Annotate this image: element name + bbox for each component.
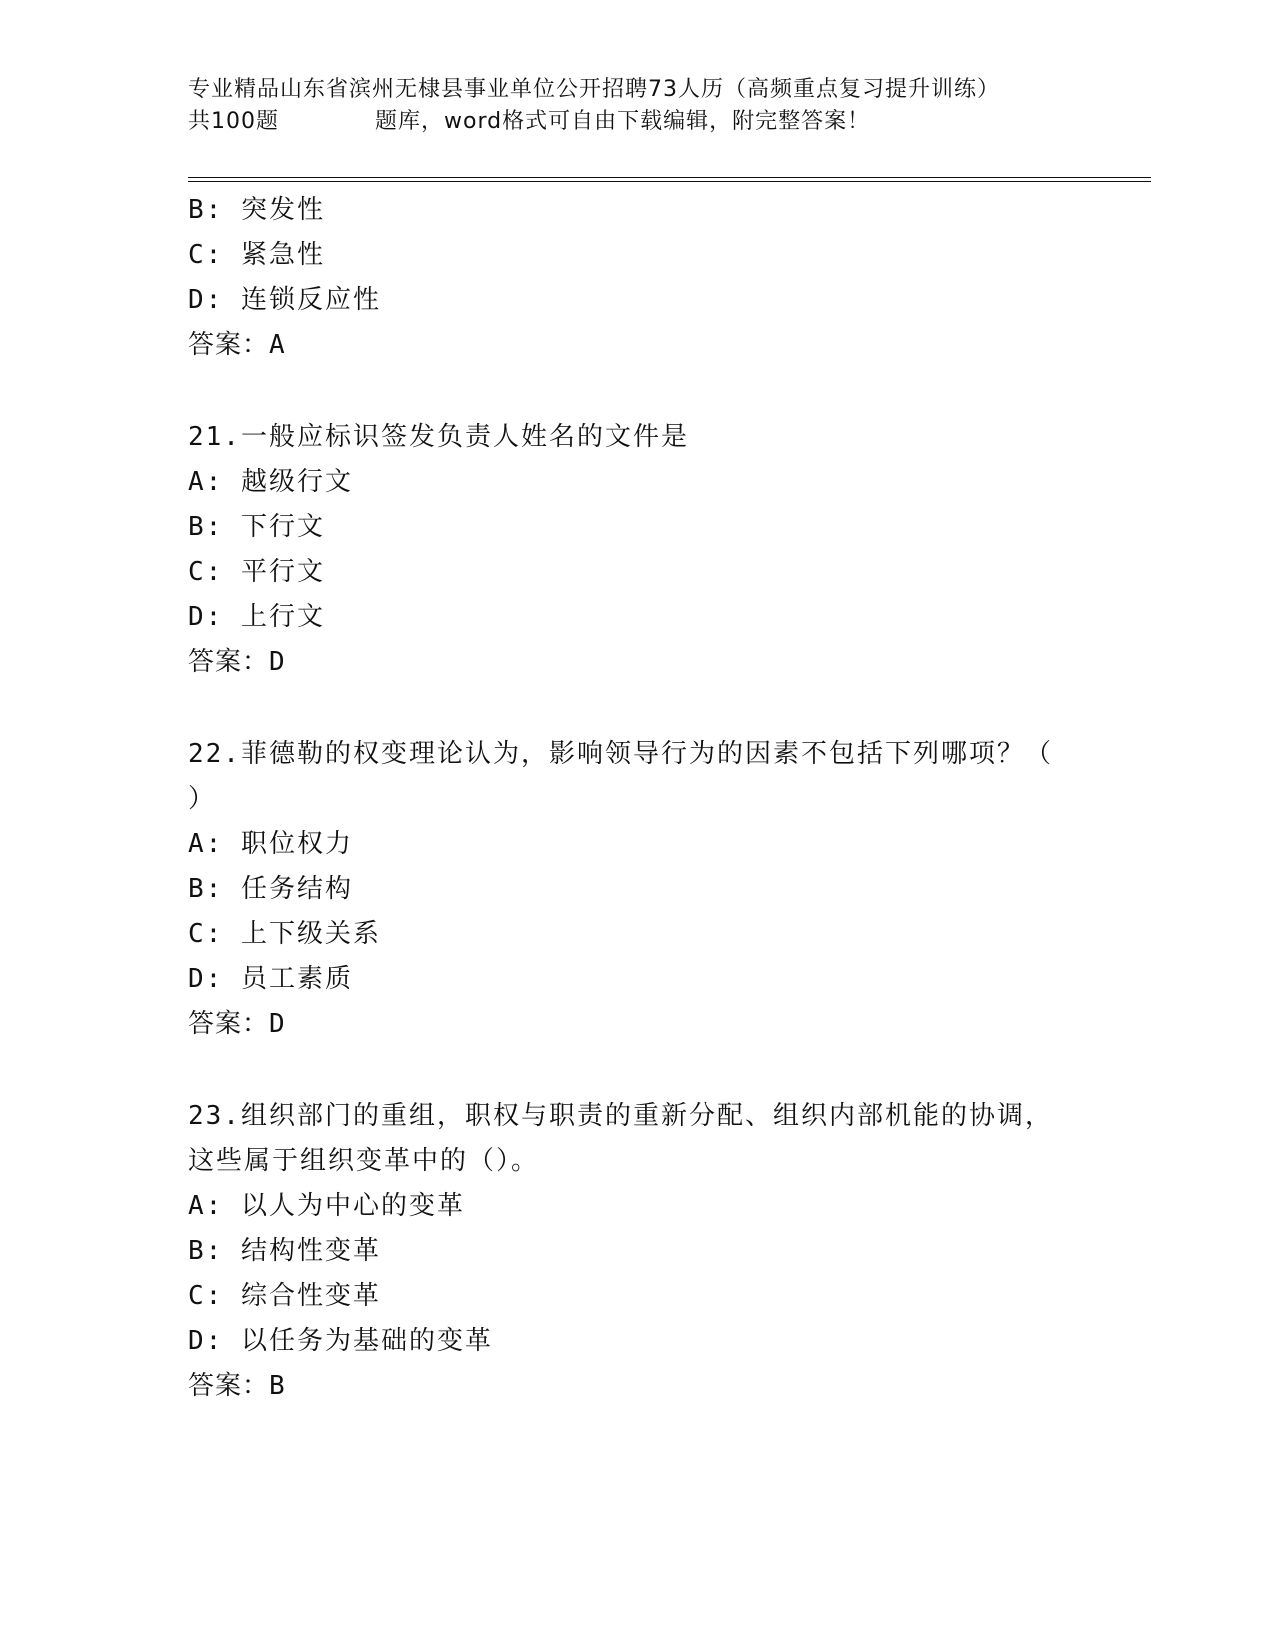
question-list: [188, 188, 1088, 1409]
answer: 答案：B: [188, 1371, 286, 1401]
option-b: B: 下行文: [188, 512, 325, 542]
question-23: [188, 1094, 1088, 1409]
question-text-cont: ）: [188, 784, 217, 814]
option-b: B: 结构性变革: [188, 1236, 381, 1266]
option-a: A: 越级行文: [188, 467, 353, 497]
option-d: D: 以任务为基础的变革: [188, 1326, 493, 1356]
question-text: 21.一般应标识签发负责人姓名的文件是: [188, 422, 689, 452]
option-c: C: 紧急性: [188, 240, 325, 270]
option-c: C: 综合性变革: [188, 1281, 381, 1311]
answer: 答案：A: [188, 330, 286, 360]
question-text-cont: 这些属于组织变革中的（）。: [188, 1146, 540, 1176]
question-22: [188, 732, 1088, 1047]
option-c: C: 平行文: [188, 557, 325, 587]
header-description: 题库，word格式可自由下载编辑，附完整答案！: [375, 109, 871, 134]
answer: 答案：D: [188, 647, 286, 677]
header-divider-bottom: [188, 181, 1151, 182]
question-21: [188, 415, 1088, 685]
option-c: C: 上下级关系: [188, 919, 381, 949]
option-a: A: 以人为中心的变革: [188, 1191, 465, 1221]
header-question-count: 共100题: [188, 109, 279, 134]
option-b: B: 任务结构: [188, 874, 353, 904]
header-title-line: 专业精品山东省滨州无棣县事业单位公开招聘73人历（高频重点复习提升训练）: [188, 77, 1000, 102]
option-d: D: 员工素质: [188, 964, 353, 994]
option-a: A: 职位权力: [188, 829, 353, 859]
document-header: [188, 74, 1148, 138]
option-d: D: 上行文: [188, 602, 325, 632]
option-d: D: 连锁反应性: [188, 285, 381, 315]
question-text: 22.菲德勒的权变理论认为，影响领导行为的因素不包括下列哪项？（: [188, 739, 1053, 769]
header-subtitle-line: [188, 106, 1148, 138]
option-b: B: 突发性: [188, 195, 325, 225]
answer: 答案：D: [188, 1009, 286, 1039]
question-text: 23.组织部门的重组，职权与职责的重新分配、组织内部机能的协调，: [188, 1101, 1053, 1131]
question-20-tail: [188, 188, 1088, 368]
header-divider-top: [188, 177, 1151, 178]
